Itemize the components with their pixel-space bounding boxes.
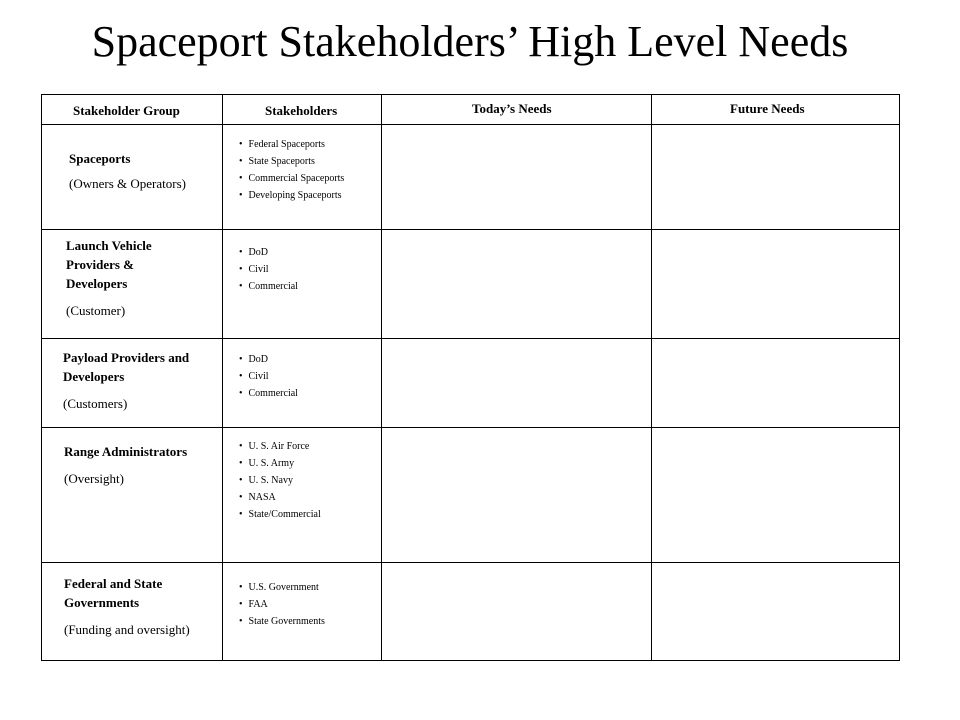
stakeholder-list (239, 579, 325, 630)
group-role: (Funding and oversight) (64, 622, 190, 637)
stakeholder-needs-table (41, 94, 900, 661)
list-item: • State Spaceports (239, 153, 344, 170)
table-divider (42, 562, 899, 563)
list-item: • U. S. Air Force (239, 438, 321, 455)
table-divider (42, 229, 899, 230)
table-divider (42, 124, 899, 125)
table-divider (381, 95, 382, 660)
row-group-cell (63, 348, 203, 413)
group-name: Federal and State Governments (64, 576, 163, 610)
list-item: • State Governments (239, 613, 325, 630)
group-name: Payload Providers and Developers (63, 350, 190, 384)
list-item: • State/Commercial (239, 506, 321, 523)
group-name: Launch Vehicle Providers & Developers (66, 238, 152, 291)
list-item: • Federal Spaceports (239, 136, 344, 153)
page-title: Spaceport Stakeholders’ High Level Needs (91, 17, 849, 66)
column-header-group: Stakeholder Group (73, 103, 180, 118)
table-divider (222, 95, 223, 660)
list-item: • NASA (239, 489, 321, 506)
stakeholder-list (239, 136, 344, 204)
row-group-cell (64, 574, 204, 639)
list-item: • FAA (239, 596, 325, 613)
stakeholder-list (239, 244, 298, 295)
row-group-cell (66, 236, 196, 320)
group-role: (Customer) (66, 303, 126, 318)
stakeholder-list (239, 438, 321, 523)
list-item: • DoD (239, 244, 298, 261)
list-item: • DoD (239, 351, 298, 368)
table-divider (42, 427, 899, 428)
list-item: • Civil (239, 368, 298, 385)
column-header-future-needs: Future Needs (730, 101, 805, 116)
group-name: Range Administrators (64, 444, 188, 459)
group-role: (Customers) (63, 396, 128, 411)
stakeholder-list (239, 351, 298, 402)
list-item: • U.S. Government (239, 579, 325, 596)
list-item: • U. S. Navy (239, 472, 321, 489)
table-divider (42, 338, 899, 339)
group-role: (Owners & Operators) (69, 176, 186, 191)
list-item: • Civil (239, 261, 298, 278)
column-header-today-needs: Today’s Needs (472, 101, 552, 116)
group-role: (Oversight) (64, 471, 124, 486)
list-item: • Commercial (239, 385, 298, 402)
list-item: • Commercial Spaceports (239, 170, 344, 187)
column-header-stakeholders: Stakeholders (265, 103, 338, 118)
table-divider (651, 95, 652, 660)
list-item: • U. S. Army (239, 455, 321, 472)
group-name: Spaceports (69, 151, 131, 166)
list-item: • Developing Spaceports (239, 187, 344, 204)
list-item: • Commercial (239, 278, 298, 295)
row-group-cell (64, 442, 194, 488)
row-group-cell (69, 149, 189, 193)
